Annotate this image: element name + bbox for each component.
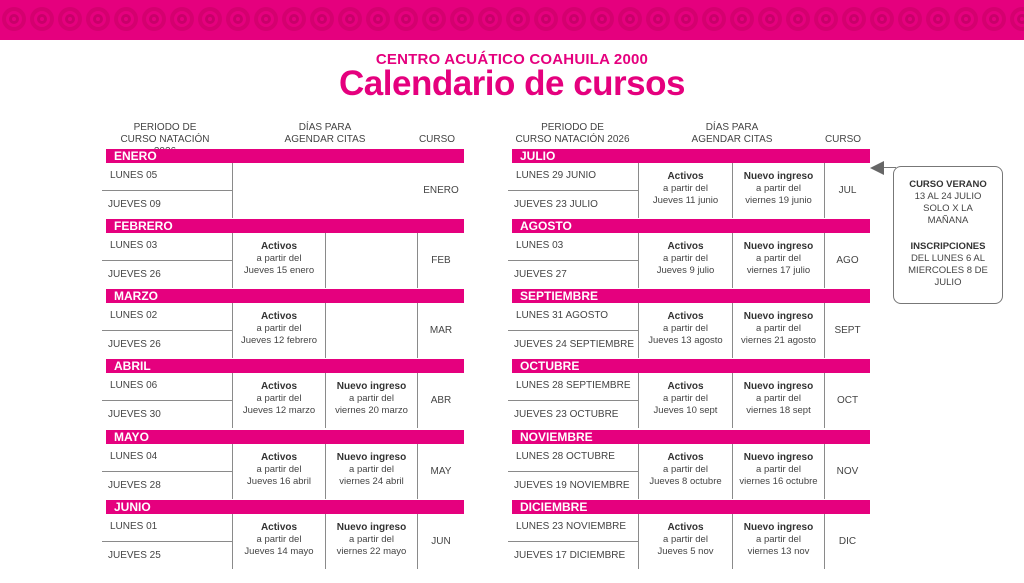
- nuevo-ingreso-block: [326, 452, 417, 488]
- arrow-left-icon: [870, 161, 884, 175]
- row-divider: [102, 260, 232, 261]
- activos-block: [233, 522, 325, 558]
- activos-block-date: Jueves 9 julio: [656, 265, 715, 276]
- nuevo-ingreso-block-date: viernes 17 julio: [746, 265, 811, 276]
- left-header-curso: CURSO: [418, 134, 456, 145]
- end-date: JUEVES 30: [108, 409, 161, 420]
- nuevo-ingreso-block: [326, 381, 417, 417]
- start-date: LUNES 04: [110, 451, 158, 462]
- column-divider: [325, 303, 326, 358]
- end-date: JUEVES 23 JULIO: [514, 199, 598, 210]
- nuevo-ingreso-block-title: Nuevo ingreso: [336, 522, 407, 533]
- right-header-periodo: [515, 122, 630, 146]
- course-code: DIC: [838, 536, 857, 547]
- activos-block-date: Jueves 12 marzo: [242, 405, 316, 416]
- row-divider: [102, 190, 232, 191]
- end-date: JUEVES 26: [108, 339, 161, 350]
- month-header: NOVIEMBRE: [512, 430, 870, 444]
- activos-block-date: Jueves 13 agosto: [648, 335, 723, 346]
- activos-block-title: Activos: [260, 311, 298, 322]
- activos-block-text: a partir del: [256, 464, 302, 475]
- nuevo-ingreso-block: [733, 381, 824, 417]
- row-divider: [508, 400, 638, 401]
- banner-dot: [656, 17, 660, 21]
- end-date: JUEVES 25: [108, 550, 161, 561]
- start-date: LUNES 02: [110, 310, 158, 321]
- activos-block-title: Activos: [667, 522, 704, 533]
- nuevo-ingreso-block-text: a partir del: [756, 393, 801, 404]
- activos-block-date: Jueves 5 nov: [657, 546, 714, 557]
- column-divider: [325, 233, 326, 288]
- course-code: JUN: [431, 536, 451, 547]
- banner-dot: [796, 17, 800, 21]
- start-date: LUNES 29 JUNIO: [516, 170, 597, 181]
- end-date: JUEVES 23 OCTUBRE: [514, 409, 619, 420]
- note-title: [894, 179, 1002, 191]
- course-code: NOV: [836, 466, 859, 477]
- banner-dot: [516, 17, 520, 21]
- activos-block: [233, 452, 325, 488]
- banner-dot: [964, 17, 968, 21]
- banner-dot: [348, 17, 352, 21]
- nuevo-ingreso-block-date: viernes 20 marzo: [335, 405, 408, 416]
- month-header: OCTUBRE: [512, 359, 870, 373]
- banner-dot: [572, 17, 576, 21]
- banner-dot: [68, 17, 72, 21]
- month-header: JULIO: [512, 149, 870, 163]
- nuevo-ingreso-block-text: a partir del: [756, 323, 801, 334]
- header-dias-line2: AGENDAR CITAS: [284, 134, 366, 145]
- course-code: OCT: [836, 395, 859, 406]
- note-line1: 13 AL 24 JULIO: [914, 191, 982, 202]
- end-date: JUEVES 28: [108, 480, 161, 491]
- right-header-dias: [677, 122, 787, 146]
- activos-block-date: Jueves 15 enero: [243, 265, 315, 276]
- nuevo-ingreso-block-title: Nuevo ingreso: [743, 171, 814, 182]
- banner-dot: [236, 17, 240, 21]
- end-date: JUEVES 09: [108, 199, 161, 210]
- nuevo-ingreso-block-date: viernes 19 junio: [745, 195, 812, 206]
- month-header: MAYO: [106, 430, 464, 444]
- activos-block-title: Activos: [667, 452, 704, 463]
- activos-block-date: Jueves 14 mayo: [244, 546, 314, 557]
- row-divider: [102, 330, 232, 331]
- nuevo-ingreso-block-text: a partir del: [349, 534, 394, 545]
- start-date: LUNES 03: [110, 240, 158, 251]
- nuevo-ingreso-block-text: a partir del: [756, 464, 801, 475]
- note-title2: [894, 241, 1002, 253]
- banner-dot: [824, 17, 828, 21]
- nuevo-ingreso-block: [326, 522, 417, 558]
- month-header: ABRIL: [106, 359, 464, 373]
- right-header-curso: CURSO: [824, 134, 862, 145]
- note-line4: DEL LUNES 6 AL: [910, 253, 986, 264]
- course-code: ABR: [430, 395, 452, 406]
- activos-block: [639, 241, 732, 277]
- banner-dot: [376, 17, 380, 21]
- nuevo-ingreso-block-date: viernes 13 nov: [747, 546, 810, 557]
- activos-block-title: Activos: [667, 171, 704, 182]
- banner-dot: [264, 17, 268, 21]
- row-divider: [102, 541, 232, 542]
- banner-dot: [320, 17, 324, 21]
- banner-dot: [936, 17, 940, 21]
- start-date: LUNES 06: [110, 380, 158, 391]
- note-line3: MAÑANA: [927, 215, 969, 226]
- header-dias-line2: AGENDAR CITAS: [691, 134, 773, 145]
- course-code: MAR: [429, 325, 453, 336]
- banner-dot: [488, 17, 492, 21]
- note-line6: JULIO: [934, 277, 962, 288]
- banner-dot: [404, 17, 408, 21]
- activos-block: [233, 311, 325, 347]
- course-code: SEPT: [834, 325, 861, 336]
- start-date: LUNES 28 OCTUBRE: [516, 451, 615, 462]
- nuevo-ingreso-block-title: Nuevo ingreso: [743, 522, 814, 533]
- activos-block-title: Activos: [260, 241, 298, 252]
- month-header: SEPTIEMBRE: [512, 289, 870, 303]
- nuevo-ingreso-block-date: viernes 24 abril: [339, 476, 404, 487]
- activos-block: [639, 171, 732, 207]
- activos-block: [639, 522, 732, 558]
- nuevo-ingreso-block-text: a partir del: [349, 464, 394, 475]
- nuevo-ingreso-block-text: a partir del: [756, 183, 801, 194]
- banner-dot: [152, 17, 156, 21]
- activos-block-text: a partir del: [663, 393, 708, 404]
- banner-pattern: [0, 0, 1024, 40]
- end-date: JUEVES 27: [514, 269, 567, 280]
- month-header: ENERO: [106, 149, 464, 163]
- activos-block-text: a partir del: [663, 464, 708, 475]
- activos-block: [639, 381, 732, 417]
- activos-block: [639, 452, 732, 488]
- start-date: LUNES 03: [516, 240, 564, 251]
- month-header: DICIEMBRE: [512, 500, 870, 514]
- course-code: FEB: [431, 255, 451, 266]
- activos-block-text: a partir del: [256, 393, 302, 404]
- banner-dot: [40, 17, 44, 21]
- activos-block-date: Jueves 10 sept: [653, 405, 718, 416]
- nuevo-ingreso-block-title: Nuevo ingreso: [743, 241, 814, 252]
- activos-block-title: Activos: [260, 522, 298, 533]
- left-header-dias: [270, 122, 380, 146]
- end-date: JUEVES 19 NOVIEMBRE: [514, 480, 630, 491]
- banner-dot: [600, 17, 604, 21]
- month-header: JUNIO: [106, 500, 464, 514]
- nuevo-ingreso-block-title: Nuevo ingreso: [743, 381, 814, 392]
- activos-block-title: Activos: [667, 381, 704, 392]
- center-name: CENTRO ACUÁTICO COAHUILA 2000: [375, 51, 649, 68]
- nuevo-ingreso-block: [733, 171, 824, 207]
- banner-dot: [768, 17, 772, 21]
- row-divider: [102, 400, 232, 401]
- header-periodo-line1: PERIODO DE: [541, 122, 604, 133]
- banner-dot: [12, 17, 16, 21]
- start-date: LUNES 31 AGOSTO: [516, 310, 609, 321]
- banner-dot: [544, 17, 548, 21]
- row-divider: [508, 471, 638, 472]
- row-divider: [508, 260, 638, 261]
- month-header: AGOSTO: [512, 219, 870, 233]
- start-date: LUNES 01: [110, 521, 158, 532]
- nuevo-ingreso-block: [733, 452, 824, 488]
- end-date: JUEVES 24 SEPTIEMBRE: [514, 339, 635, 350]
- note-line5: MIERCOLES 8 DE: [908, 265, 988, 276]
- banner-dot: [96, 17, 100, 21]
- column-divider: [232, 163, 233, 218]
- nuevo-ingreso-block: [733, 311, 824, 347]
- nuevo-ingreso-block-date: viernes 21 agosto: [741, 335, 816, 346]
- header-dias-line1: DÍAS PARA: [298, 122, 352, 133]
- banner-dot: [852, 17, 856, 21]
- activos-block-title: Activos: [260, 381, 298, 392]
- banner-dot: [124, 17, 128, 21]
- activos-block-text: a partir del: [256, 253, 302, 264]
- row-divider: [508, 190, 638, 191]
- note-title-text: CURSO VERANO: [909, 179, 987, 190]
- activos-block: [233, 381, 325, 417]
- banner-dot: [908, 17, 912, 21]
- nuevo-ingreso-block-date: viernes 22 mayo: [336, 546, 407, 557]
- note-title2-text: INSCRIPCIONES: [910, 241, 986, 252]
- activos-block-title: Activos: [667, 311, 704, 322]
- summer-course-note: [893, 166, 1003, 304]
- nuevo-ingreso-block-text: a partir del: [349, 393, 394, 404]
- banner-dot: [208, 17, 212, 21]
- row-divider: [508, 541, 638, 542]
- activos-block-text: a partir del: [256, 323, 302, 334]
- nuevo-ingreso-block-title: Nuevo ingreso: [336, 452, 407, 463]
- activos-block-date: Jueves 8 octubre: [649, 476, 722, 487]
- banner-dot: [180, 17, 184, 21]
- course-code: AGO: [836, 255, 859, 266]
- activos-block-date: Jueves 11 junio: [652, 195, 719, 206]
- page-title: Calendario de cursos: [339, 64, 685, 103]
- end-date: JUEVES 17 DICIEMBRE: [514, 550, 626, 561]
- course-code: JUL: [838, 185, 857, 196]
- activos-block-title: Activos: [260, 452, 298, 463]
- activos-block: [233, 241, 325, 277]
- activos-block-text: a partir del: [663, 534, 708, 545]
- activos-block-date: Jueves 12 febrero: [240, 335, 318, 346]
- end-date: JUEVES 26: [108, 269, 161, 280]
- month-header: FEBRERO: [106, 219, 464, 233]
- banner-dot: [684, 17, 688, 21]
- nuevo-ingreso-block: [733, 241, 824, 277]
- nuevo-ingreso-block: [733, 522, 824, 558]
- start-date: LUNES 05: [110, 170, 158, 181]
- activos-block-text: a partir del: [663, 323, 708, 334]
- start-date: LUNES 23 NOVIEMBRE: [516, 521, 627, 532]
- start-date: LUNES 28 SEPTIEMBRE: [516, 380, 631, 391]
- banner-dot: [460, 17, 464, 21]
- row-divider: [508, 330, 638, 331]
- banner-dot: [432, 17, 436, 21]
- banner-dot: [992, 17, 996, 21]
- activos-block-text: a partir del: [256, 534, 302, 545]
- header-periodo-line2: CURSO NATACIÓN: [120, 134, 210, 145]
- banner-dot: [628, 17, 632, 21]
- row-divider: [102, 471, 232, 472]
- note-line2: SOLO X LA: [923, 203, 973, 214]
- nuevo-ingreso-block-date: viernes 16 octubre: [739, 476, 818, 487]
- activos-block-text: a partir del: [663, 253, 708, 264]
- header-dias-line1: DÍAS PARA: [705, 122, 759, 133]
- banner-dot: [740, 17, 744, 21]
- month-header: MARZO: [106, 289, 464, 303]
- header-periodo-line1: PERIODO DE: [133, 122, 197, 133]
- nuevo-ingreso-block-text: a partir del: [756, 253, 801, 264]
- decorative-banner: [0, 0, 1024, 40]
- banner-dot: [880, 17, 884, 21]
- nuevo-ingreso-block-text: a partir del: [756, 534, 801, 545]
- activos-block-title: Activos: [667, 241, 704, 252]
- nuevo-ingreso-block-title: Nuevo ingreso: [336, 381, 407, 392]
- banner-dot: [1020, 17, 1024, 21]
- nuevo-ingreso-block-title: Nuevo ingreso: [743, 311, 814, 322]
- banner-dot: [712, 17, 716, 21]
- activos-block-text: a partir del: [663, 183, 708, 194]
- course-code: ENERO: [423, 185, 459, 196]
- activos-block: [639, 311, 732, 347]
- header-periodo-line2: CURSO NATACIÓN 2026: [515, 134, 630, 145]
- nuevo-ingreso-block-title: Nuevo ingreso: [743, 452, 814, 463]
- course-code: MAY: [430, 466, 452, 477]
- nuevo-ingreso-block-date: viernes 18 sept: [746, 405, 811, 416]
- activos-block-date: Jueves 16 abril: [247, 476, 311, 487]
- banner-dot: [292, 17, 296, 21]
